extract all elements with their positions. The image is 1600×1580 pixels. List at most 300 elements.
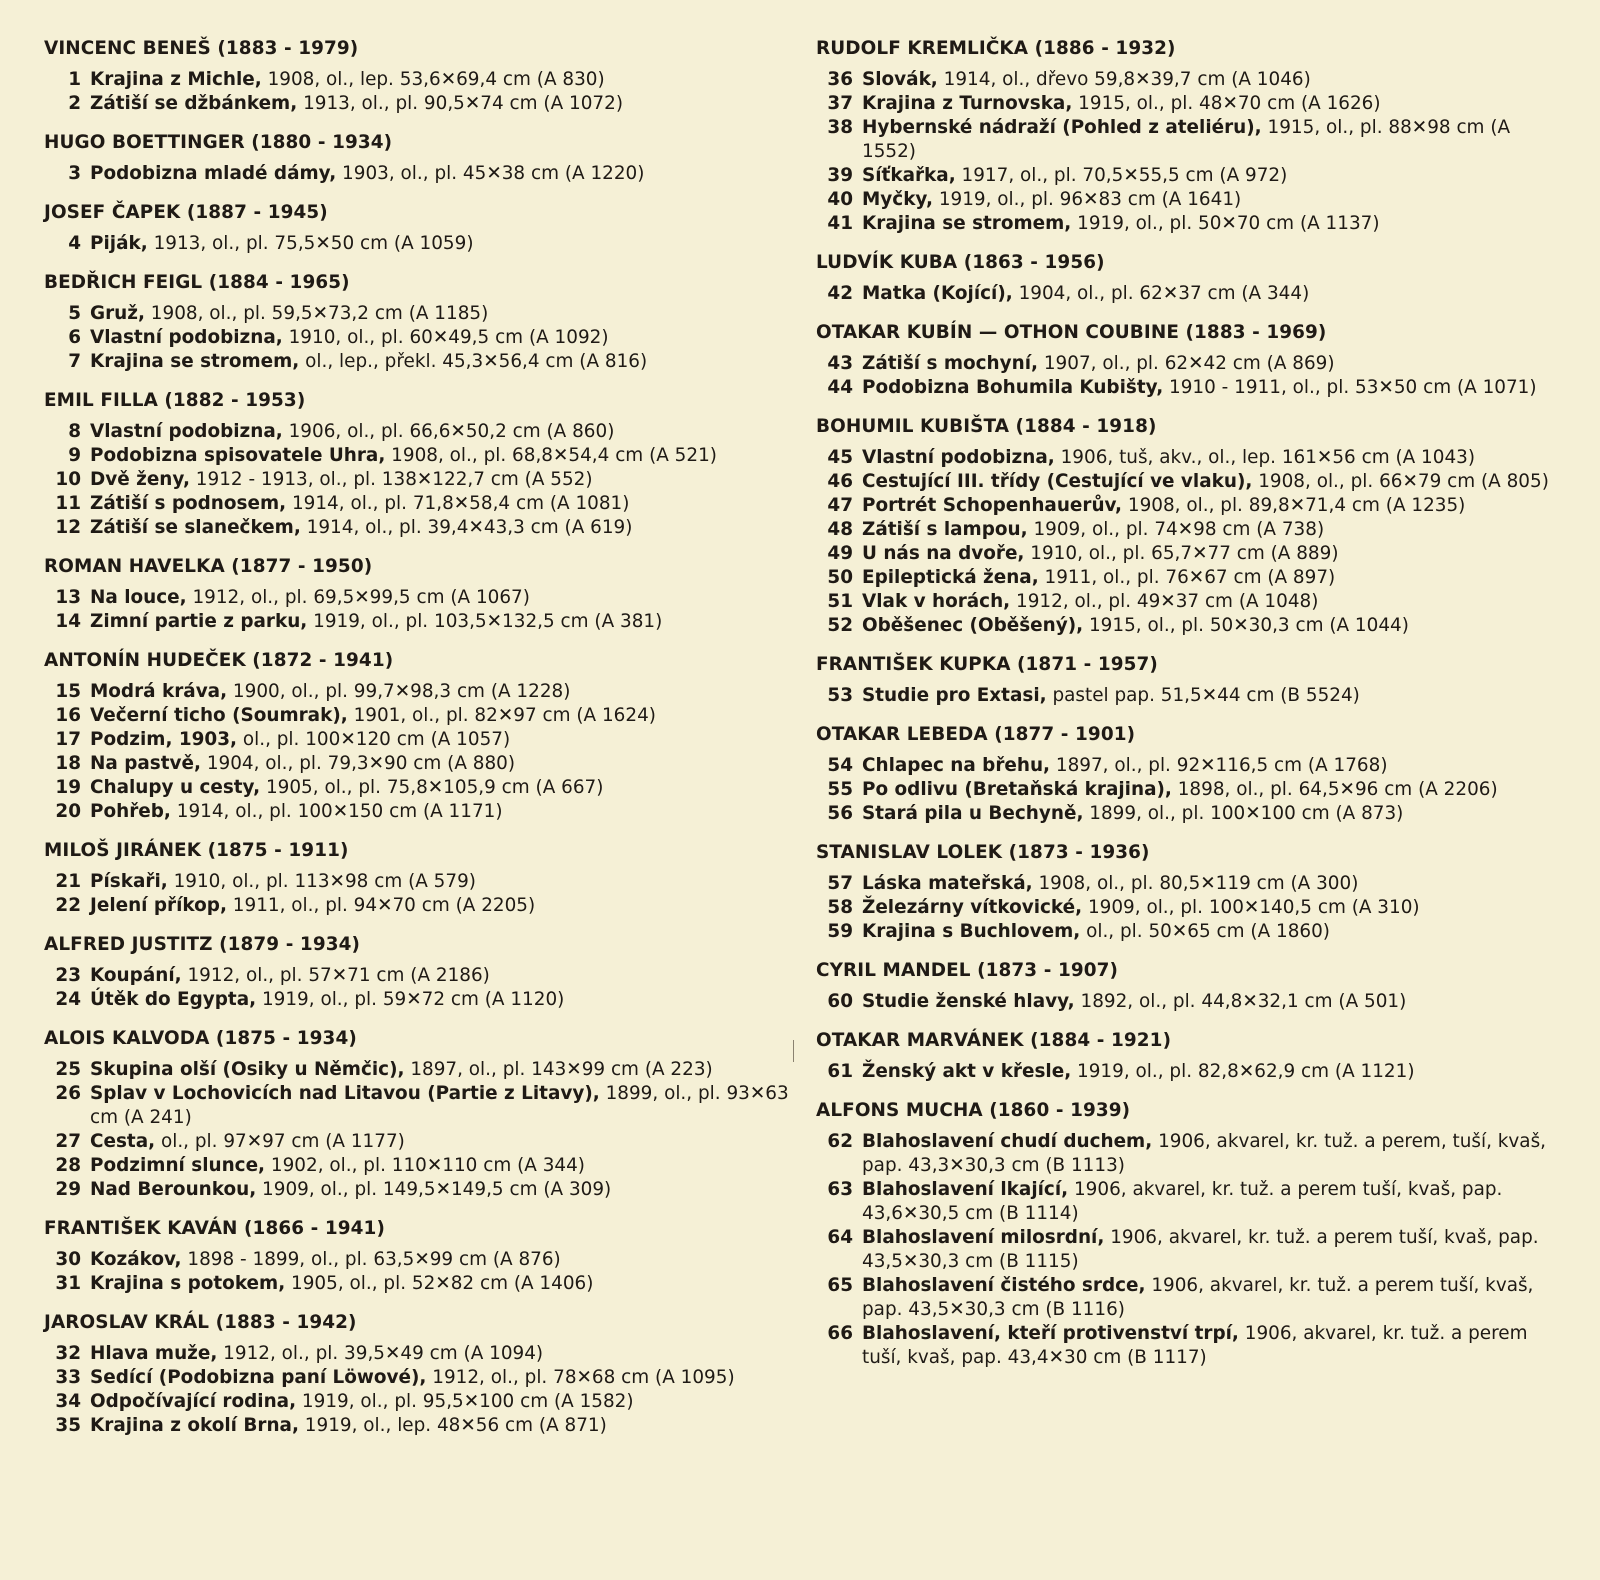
entry-text [90, 444, 794, 468]
entry-text [862, 802, 1566, 826]
work-title: Oběšenec (Oběšený), [862, 615, 1084, 636]
entry-text [90, 1178, 794, 1202]
work-title: Podzim, 1903, [90, 729, 238, 750]
entry-text [862, 1274, 1566, 1322]
entry-text [90, 1272, 794, 1296]
work-details: 1919, ol., pl. 96✕83 cm (A 1641) [932, 189, 1242, 210]
artist-heading: RUDOLF KREMLIČKA (1886 - 1932) [816, 38, 1176, 59]
work-details: 1908, ol., pl. 66✕79 cm (A 805) [1252, 471, 1549, 492]
work-details: 1919, ol., pl. 50✕70 cm (A 1137) [1071, 213, 1380, 234]
entry-text [862, 1130, 1566, 1178]
artist-heading: FRANTIŠEK KUPKA (1871 - 1957) [816, 654, 1158, 675]
work-details: 1892, ol., pl. 44,8✕32,1 cm (A 501) [1074, 991, 1407, 1012]
catalogue-entry [816, 590, 1566, 614]
catalogue-entry [44, 1058, 794, 1082]
work-title: Síťkařka, [862, 165, 956, 186]
work-title: Modrá kráva, [90, 681, 228, 702]
work-details: 1912 - 1913, ol., pl. 138✕122,7 cm (A 552) [189, 469, 593, 490]
catalogue-entry [816, 684, 1566, 708]
catalogue-entry [816, 518, 1566, 542]
entry-text [90, 350, 794, 374]
work-title: Piják, [90, 233, 148, 254]
entry-text [862, 446, 1566, 470]
work-details: 1908, ol., pl. 80,5✕119 cm (A 300) [1032, 873, 1359, 894]
work-details: 1903, ol., pl. 45✕38 cm (A 1220) [336, 163, 645, 184]
work-details: 1906, akvarel, kr. tuž. a perem tuší, kvaš, pap. 43,4✕30 cm (B 1117) [862, 1323, 1528, 1368]
work-title: U nás na dvoře, [862, 543, 1025, 564]
work-details: 1911, ol., pl. 76✕67 cm (A 897) [1038, 567, 1336, 588]
entry-number: 49 [827, 543, 853, 564]
work-details: 1913, ol., pl. 90,5✕74 cm (A 1072) [297, 93, 623, 114]
entry-number: 2 [68, 93, 81, 114]
entry-number: 63 [827, 1179, 853, 1200]
work-details: 1897, ol., pl. 92✕116,5 cm (A 1768) [1050, 755, 1388, 776]
catalogue-entry [816, 92, 1566, 116]
artist-section [44, 1026, 794, 1202]
work-details: 1908, ol., lep. 53,6✕69,4 cm (A 830) [261, 69, 605, 90]
catalogue-entry [44, 1082, 794, 1130]
artist-heading: BEDŘICH FEIGL (1884 - 1965) [44, 272, 350, 293]
work-details: 1909, ol., pl. 100✕140,5 cm (A 310) [1082, 897, 1420, 918]
entry-text [90, 326, 794, 350]
work-details: 1919, ol., pl. 59✕72 cm (A 1120) [256, 989, 565, 1010]
entry-number: 11 [55, 493, 81, 514]
work-title: Portrét Schopenhauerův, [862, 495, 1123, 516]
work-details: 1914, ol., dřevo 59,8✕39,7 cm (A 1046) [937, 69, 1311, 90]
work-details: 1913, ol., pl. 75,5✕50 cm (A 1059) [147, 233, 474, 254]
entry-number: 4 [68, 233, 81, 254]
catalogue-entry [44, 1366, 794, 1390]
work-details: 1914, ol., pl. 100✕150 cm (A 1171) [170, 801, 503, 822]
catalogue-entry [44, 420, 794, 444]
catalogue-entry [44, 800, 794, 824]
catalogue-entry [44, 894, 794, 918]
artist-heading: ANTONÍN HUDEČEK (1872 - 1941) [44, 650, 394, 671]
catalogue-entry [44, 1154, 794, 1178]
catalogue-entry [816, 920, 1566, 944]
artist-section [44, 36, 794, 116]
work-details: 1912, ol., pl. 57✕71 cm (A 2186) [181, 965, 490, 986]
entry-text [90, 1154, 794, 1178]
entry-number: 15 [55, 681, 81, 702]
work-details: 1897, ol., pl. 143✕99 cm (A 223) [404, 1059, 713, 1080]
artist-section [44, 648, 794, 824]
work-title: Matka (Kojící), [862, 283, 1013, 304]
work-details: 1915, ol., pl. 50✕30,3 cm (A 1044) [1083, 615, 1409, 636]
entry-number: 19 [55, 777, 81, 798]
entry-number: 17 [55, 729, 81, 750]
entry-text [90, 776, 794, 800]
entry-text [90, 468, 794, 492]
entry-text [862, 542, 1566, 566]
entry-number: 34 [55, 1391, 81, 1412]
entry-text [862, 470, 1566, 494]
work-title: Slovák, [862, 69, 938, 90]
artist-section [44, 270, 794, 374]
catalogue-entry [44, 752, 794, 776]
entry-number: 45 [827, 447, 853, 468]
catalogue-entry [44, 302, 794, 326]
entry-number: 36 [827, 69, 853, 90]
entry-number: 28 [55, 1155, 81, 1176]
entry-number: 10 [55, 469, 81, 490]
entry-text [862, 1178, 1566, 1226]
entry-text [862, 188, 1566, 212]
work-title: Nad Berounkou, [90, 1179, 257, 1200]
work-title: Cesta, [90, 1131, 156, 1152]
entry-text [862, 590, 1566, 614]
catalogue-entry [44, 1248, 794, 1272]
catalogue-entry [44, 704, 794, 728]
catalogue-entry [44, 680, 794, 704]
work-details: 1915, ol., pl. 48✕70 cm (A 1626) [1072, 93, 1381, 114]
work-title: Ženský akt v křesle, [862, 1061, 1072, 1082]
work-title: Hlava muže, [90, 1343, 218, 1364]
left-column [44, 36, 794, 1580]
artist-heading: HUGO BOETTINGER (1880 - 1934) [44, 132, 393, 153]
entry-text [90, 752, 794, 776]
work-details: 1898 - 1899, ol., pl. 63,5✕99 cm (A 876) [181, 1249, 561, 1270]
work-title: Láska mateřská, [862, 873, 1033, 894]
work-title: Podobizna Bohumila Kubišty, [862, 377, 1164, 398]
entry-number: 50 [827, 567, 853, 588]
artist-section [44, 554, 794, 634]
artist-heading: LUDVÍK KUBA (1863 - 1956) [816, 252, 1105, 273]
catalogue-entry [44, 516, 794, 540]
catalogue-entry [816, 1274, 1566, 1322]
work-details: 1919, ol., pl. 95,5✕100 cm (A 1582) [296, 1391, 634, 1412]
entry-text [862, 896, 1566, 920]
work-title: Pískaři, [90, 871, 168, 892]
work-details: 1902, ol., pl. 110✕110 cm (A 344) [265, 1155, 585, 1176]
work-details: 1914, ol., pl. 39,4✕43,3 cm (A 619) [300, 517, 633, 538]
work-title: Podobizna mladé dámy, [90, 163, 337, 184]
artist-heading: OTAKAR KUBÍN — OTHON COUBINE (1883 - 1969) [816, 322, 1327, 343]
work-details: 1912, ol., pl. 49✕37 cm (A 1048) [1010, 591, 1319, 612]
entry-text [90, 964, 794, 988]
entry-number: 13 [55, 587, 81, 608]
artist-section [816, 1028, 1566, 1084]
catalogue-entry [816, 376, 1566, 400]
work-title: Zimní partie z parku, [90, 611, 308, 632]
entry-text [862, 684, 1566, 708]
catalogue-entry [816, 566, 1566, 590]
work-details: 1901, ol., pl. 82✕97 cm (A 1624) [347, 705, 656, 726]
entry-text [862, 352, 1566, 376]
entry-number: 39 [827, 165, 853, 186]
work-title: Po odlivu (Bretaňská krajina), [862, 779, 1172, 800]
work-details: 1906, ol., pl. 66,6✕50,2 cm (A 860) [282, 421, 615, 442]
catalogue-entry [816, 778, 1566, 802]
entry-text [862, 872, 1566, 896]
work-title: Na pastvě, [90, 753, 201, 774]
work-title: Hybernské nádraží (Pohled z ateliéru), [862, 117, 1262, 138]
entry-number: 9 [68, 445, 81, 466]
catalogue-entry [816, 68, 1566, 92]
work-title: Zátiší s lampou, [862, 519, 1028, 540]
artist-heading: JOSEF ČAPEK (1887 - 1945) [44, 202, 328, 223]
work-details: 1909, ol., pl. 149,5✕149,5 cm (A 309) [256, 1179, 612, 1200]
catalogue-entry [44, 728, 794, 752]
work-title: Blahoslavení, kteří protivenství trpí, [862, 1323, 1239, 1344]
entry-number: 21 [55, 871, 81, 892]
work-details: 1919, ol., lep. 48✕56 cm (A 871) [298, 1415, 607, 1436]
vertical-mark [793, 1040, 794, 1062]
entry-number: 40 [827, 189, 853, 210]
work-title: Chlapec na břehu, [862, 755, 1051, 776]
entry-number: 44 [827, 377, 853, 398]
catalogue-entry [816, 188, 1566, 212]
entry-number: 24 [55, 989, 81, 1010]
catalogue-entry [816, 990, 1566, 1014]
work-title: Krajina s Buchlovem, [862, 921, 1081, 942]
artist-section [816, 36, 1566, 236]
work-details: 1914, ol., pl. 71,8✕58,4 cm (A 1081) [286, 493, 630, 514]
artist-heading: MILOŠ JIRÁNEK (1875 - 1911) [44, 840, 349, 861]
entry-text [90, 680, 794, 704]
work-title: Splav v Lochovicích nad Litavou (Partie z Litavy), [90, 1083, 600, 1104]
artist-heading: EMIL FILLA (1882 - 1953) [44, 390, 306, 411]
work-title: Útěk do Egypta, [90, 989, 257, 1010]
artist-heading: FRANTIŠEK KAVÁN (1866 - 1941) [44, 1218, 385, 1239]
work-title: Zátiší se džbánkem, [90, 93, 298, 114]
entry-text [862, 778, 1566, 802]
work-details: 1912, ol., pl. 39,5✕49 cm (A 1094) [217, 1343, 544, 1364]
catalogue-entry [816, 494, 1566, 518]
work-title: Epileptická žena, [862, 567, 1039, 588]
entry-text [90, 302, 794, 326]
entry-text [862, 494, 1566, 518]
entry-number: 37 [827, 93, 853, 114]
work-title: Blahoslavení lkající, [862, 1179, 1069, 1200]
entry-number: 51 [827, 591, 853, 612]
entry-text [862, 754, 1566, 778]
artist-section [816, 652, 1566, 708]
catalogue-entry [44, 586, 794, 610]
artist-section [816, 840, 1566, 944]
entry-text [90, 610, 794, 634]
work-details: 1907, ol., pl. 62✕42 cm (A 869) [1038, 353, 1335, 374]
entry-text [90, 894, 794, 918]
catalogue-entry [816, 1226, 1566, 1274]
entry-number: 47 [827, 495, 853, 516]
work-title: Pohřeb, [90, 801, 171, 822]
entry-number: 35 [55, 1415, 81, 1436]
work-details: 1917, ol., pl. 70,5✕55,5 cm (A 972) [955, 165, 1288, 186]
entry-number: 14 [55, 611, 81, 632]
artist-section [816, 958, 1566, 1014]
work-title: Gruž, [90, 303, 145, 324]
work-title: Blahoslavení čistého srdce, [862, 1275, 1146, 1296]
work-title: Vlastní podobizna, [90, 327, 283, 348]
work-details: 1912, ol., pl. 69,5✕99,5 cm (A 1067) [186, 587, 530, 608]
work-details: 1919, ol., pl. 103,5✕132,5 cm (A 381) [307, 611, 663, 632]
catalogue-entry [44, 776, 794, 800]
artist-heading: ALFONS MUCHA (1860 - 1939) [816, 1100, 1131, 1121]
entry-text [90, 988, 794, 1012]
work-details: 1910 - 1911, ol., pl. 53✕50 cm (A 1071) [1163, 377, 1537, 398]
artist-heading: ROMAN HAVELKA (1877 - 1950) [44, 556, 373, 577]
entry-number: 46 [827, 471, 853, 492]
entry-number: 52 [827, 615, 853, 636]
entry-text [862, 92, 1566, 116]
work-title: Vlastní podobizna, [90, 421, 283, 442]
work-title: Cestující III. třídy (Cestující ve vlaku), [862, 471, 1253, 492]
catalogue-entry [816, 116, 1566, 164]
catalogue-entry [816, 1178, 1566, 1226]
work-title: Jelení příkop, [90, 895, 227, 916]
artist-section [816, 250, 1566, 306]
artist-section [816, 414, 1566, 638]
catalogue-entry [816, 1060, 1566, 1084]
entry-number: 54 [827, 755, 853, 776]
entry-text [90, 492, 794, 516]
entry-number: 3 [68, 163, 81, 184]
catalogue-entry [44, 964, 794, 988]
catalogue-entry [816, 872, 1566, 896]
entry-text [862, 376, 1566, 400]
catalogue-entry [44, 232, 794, 256]
work-details: ol., pl. 50✕65 cm (A 1860) [1080, 921, 1330, 942]
work-title: Zátiší s podnosem, [90, 493, 287, 514]
work-title: Stará pila u Bechyně, [862, 803, 1084, 824]
artist-heading: OTAKAR MARVÁNEK (1884 - 1921) [816, 1030, 1172, 1051]
work-title: Krajina se stromem, [862, 213, 1072, 234]
work-details: 1898, ol., pl. 64,5✕96 cm (A 2206) [1171, 779, 1498, 800]
artist-section [44, 838, 794, 918]
work-details: ol., pl. 97✕97 cm (A 1177) [155, 1131, 405, 1152]
entry-text [90, 1130, 794, 1154]
work-details: 1905, ol., pl. 75,8✕105,9 cm (A 667) [260, 777, 604, 798]
entry-number: 32 [55, 1343, 81, 1364]
entry-text [90, 728, 794, 752]
work-title: Myčky, [862, 189, 933, 210]
entry-text [90, 1414, 794, 1438]
entry-number: 5 [68, 303, 81, 324]
entry-text [90, 1058, 794, 1082]
entry-text [90, 870, 794, 894]
catalogue-entry [44, 870, 794, 894]
work-details: 1906, akvarel, kr. tuž. a perem tuší, kvaš, pap. 43,5✕30,3 cm (B 1116) [862, 1275, 1534, 1320]
artist-heading: STANISLAV LOLEK (1873 - 1936) [816, 842, 1150, 863]
entry-number: 31 [55, 1273, 81, 1294]
work-details: 1910, ol., pl. 113✕98 cm (A 579) [167, 871, 476, 892]
artist-heading: JAROSLAV KRÁL (1883 - 1942) [44, 1312, 357, 1333]
entry-text [90, 800, 794, 824]
entry-text [90, 1082, 794, 1130]
entry-number: 60 [827, 991, 853, 1012]
artist-heading: CYRIL MANDEL (1873 - 1907) [816, 960, 1119, 981]
work-details: 1915, ol., pl. 88✕98 cm (A 1552) [862, 117, 1511, 162]
entry-text [862, 566, 1566, 590]
entry-number: 55 [827, 779, 853, 800]
work-title: Blahoslavení milosrdní, [862, 1227, 1105, 1248]
entry-text [862, 164, 1566, 188]
entry-text [862, 614, 1566, 638]
entry-text [862, 116, 1566, 164]
work-details: 1910, ol., pl. 60✕49,5 cm (A 1092) [282, 327, 609, 348]
entry-number: 29 [55, 1179, 81, 1200]
right-column [816, 36, 1566, 1580]
entry-text [90, 516, 794, 540]
entry-number: 8 [68, 421, 81, 442]
entry-number: 20 [55, 801, 81, 822]
catalogue-entry [44, 350, 794, 374]
work-details: 1912, ol., pl. 78✕68 cm (A 1095) [426, 1367, 735, 1388]
entry-number: 26 [55, 1083, 81, 1104]
entry-number: 48 [827, 519, 853, 540]
entry-text [90, 92, 794, 116]
catalogue-entry [816, 896, 1566, 920]
catalogue-entry [816, 542, 1566, 566]
artist-section [44, 932, 794, 1012]
entry-text [862, 212, 1566, 236]
artist-section [44, 1310, 794, 1438]
entry-text [90, 586, 794, 610]
entry-text [90, 1390, 794, 1414]
artist-section [816, 1098, 1566, 1370]
entry-number: 65 [827, 1275, 853, 1296]
entry-text [862, 518, 1566, 542]
entry-number: 25 [55, 1059, 81, 1080]
work-details: 1904, ol., pl. 79,3✕90 cm (A 880) [200, 753, 516, 774]
entry-number: 56 [827, 803, 853, 824]
catalogue-entry [44, 1178, 794, 1202]
artist-section [44, 130, 794, 186]
work-title: Na louce, [90, 587, 187, 608]
catalogue-entry [44, 468, 794, 492]
catalogue-entry [44, 1272, 794, 1296]
work-title: Podzimní slunce, [90, 1155, 266, 1176]
entry-number: 7 [68, 351, 81, 372]
work-title: Podobizna spisovatele Uhra, [90, 445, 386, 466]
catalogue-entry [816, 446, 1566, 470]
work-title: Krajina z Turnovska, [862, 93, 1073, 114]
work-details: ol., pl. 100✕120 cm (A 1057) [237, 729, 511, 750]
work-title: Skupina olší (Osiky u Němčic), [90, 1059, 405, 1080]
catalogue-entry [44, 610, 794, 634]
catalogue-entry [44, 326, 794, 350]
entry-number: 30 [55, 1249, 81, 1270]
entry-number: 42 [827, 283, 853, 304]
work-details: 1908, ol., pl. 59,5✕73,2 cm (A 1185) [144, 303, 489, 324]
work-details: 1908, ol., pl. 68,8✕54,4 cm (A 521) [385, 445, 717, 466]
work-details: 1899, ol., pl. 93✕63 cm (A 241) [90, 1083, 789, 1128]
work-details: 1906, tuš, akv., ol., lep. 161✕56 cm (A 1043) [1054, 447, 1476, 468]
entry-text [862, 282, 1566, 306]
entry-number: 22 [55, 895, 81, 916]
artist-section [44, 388, 794, 540]
entry-text [862, 1226, 1566, 1274]
entry-text [862, 1322, 1566, 1370]
work-details: 1905, ol., pl. 52✕82 cm (A 1406) [285, 1273, 594, 1294]
work-title: Zátiší s mochyní, [862, 353, 1039, 374]
entry-text [90, 704, 794, 728]
entry-number: 43 [827, 353, 853, 374]
catalogue-entry [816, 212, 1566, 236]
entry-text [90, 232, 794, 256]
artist-section [816, 320, 1566, 400]
work-title: Sedící (Podobizna paní Löwové), [90, 1367, 427, 1388]
artist-heading: VINCENC BENEŠ (1883 - 1979) [44, 38, 359, 59]
entry-text [90, 420, 794, 444]
catalogue-entry [44, 162, 794, 186]
work-title: Studie ženské hlavy, [862, 991, 1075, 1012]
catalogue-entry [816, 1130, 1566, 1178]
entry-number: 6 [68, 327, 81, 348]
work-details: 1909, ol., pl. 74✕98 cm (A 738) [1027, 519, 1325, 540]
work-title: Zátiší se slanečkem, [90, 517, 301, 538]
